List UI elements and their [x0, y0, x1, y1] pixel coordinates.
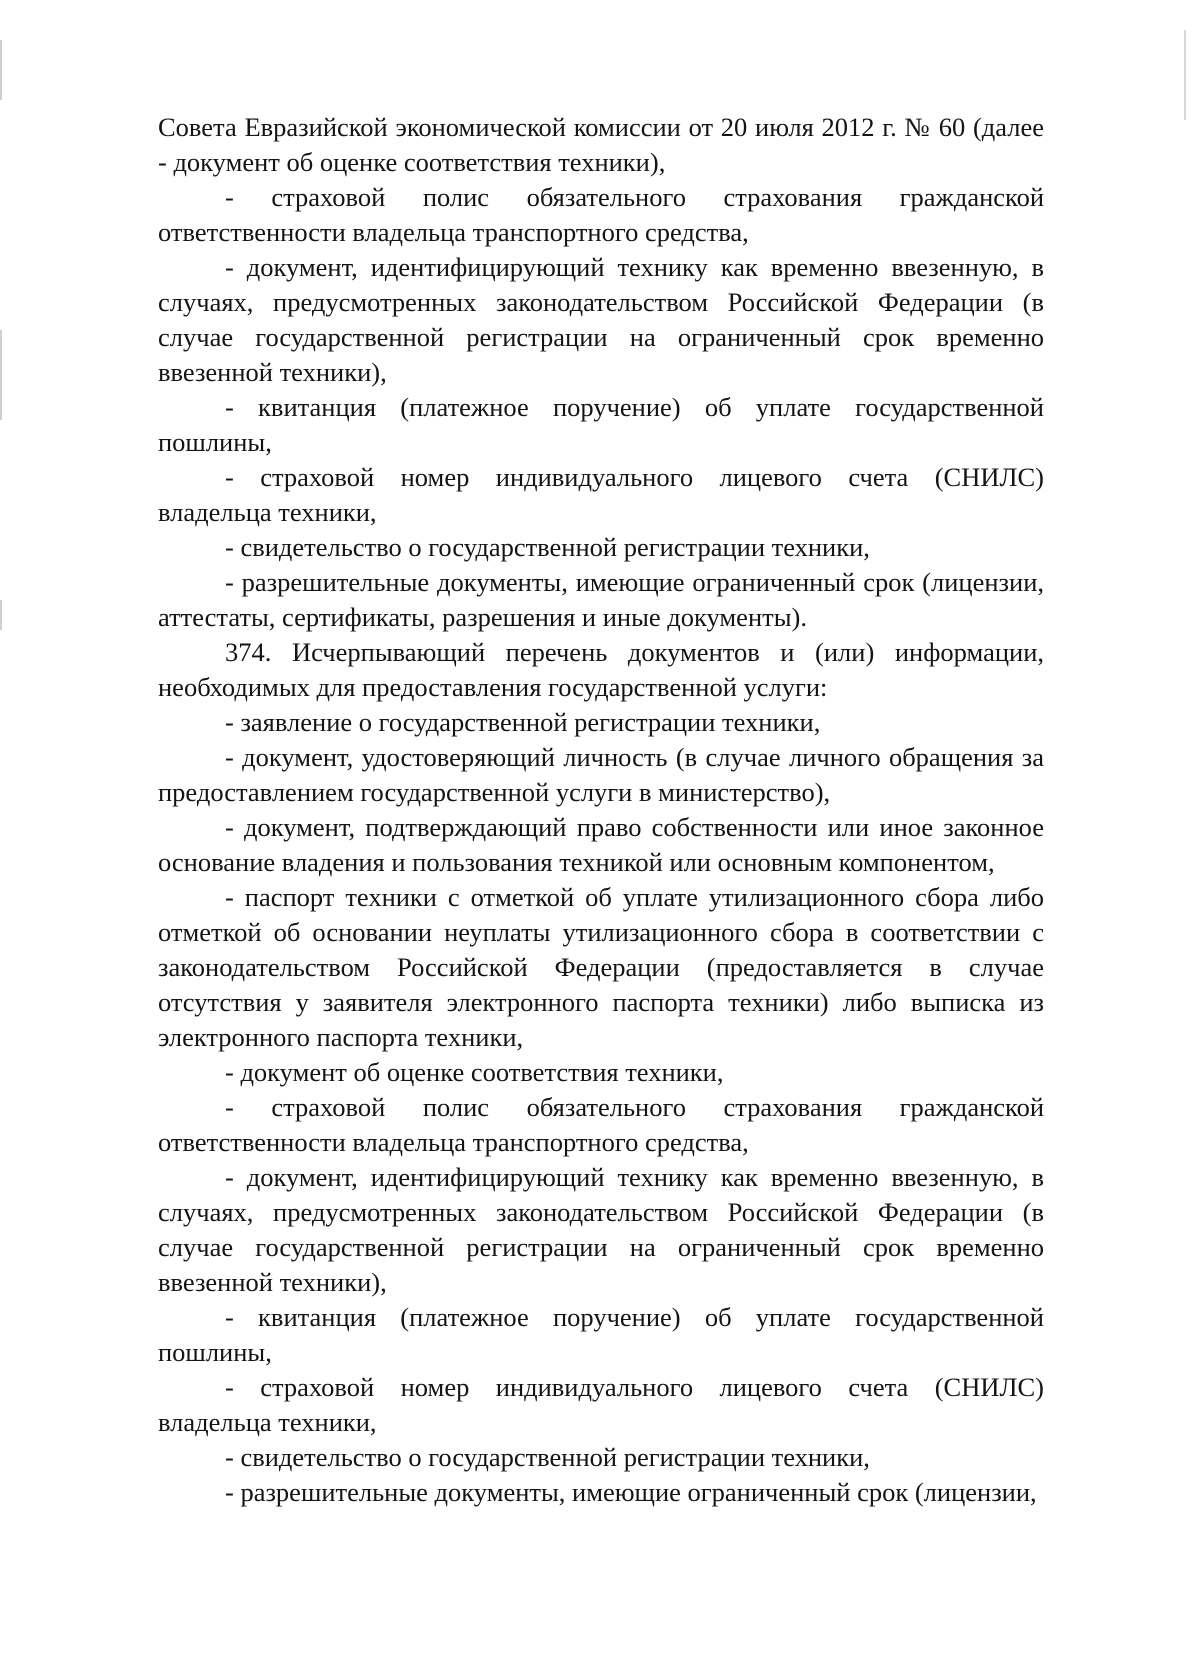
list-item: - документ, удостоверяющий личность (в случае личного обращения за предоставлением государственной услуги в министерство), [158, 742, 1044, 807]
list-item: - разрешительные документы, имеющие ограниченный срок (лицензии, [225, 1477, 1037, 1507]
list-item: - заявление о государственной регистрации техники, [225, 707, 821, 737]
scan-edge-mark [0, 40, 2, 100]
scan-edge-mark [0, 600, 2, 630]
list-item: - страховой номер индивидуального лицевого счета (СНИЛС) владельца техники, [158, 462, 1044, 527]
list-item: - документ, идентифицирующий технику как временно ввезенную, в случаях, предусмотренных законодательством Российской Федерации (в случае государственной регистрации на ограниченный срок временно ввезенной техники), [158, 252, 1044, 387]
document-body [158, 110, 1044, 1510]
list-item: - паспорт техники с отметкой об уплате утилизационного сбора либо отметкой об основании неуплаты утилизационного сбора в соответствии с законодательством Российской Федерации (предоставляется в случае отсутствия у заявителя электронного паспорта техники) либо выписка из электронного паспорта техники, [158, 882, 1044, 1052]
list-item: - квитанция (платежное поручение) об уплате государственной пошлины, [158, 392, 1044, 457]
list-item: - документ, идентифицирующий технику как временно ввезенную, в случаях, предусмотренных законодательством Российской Федерации (в случае государственной регистрации на ограниченный срок временно ввезенной техники), [158, 1162, 1044, 1297]
scan-edge-mark [1184, 30, 1186, 120]
list-item: - страховой полис обязательного страхования гражданской ответственности владельца транспортного средства, [158, 182, 1044, 247]
list-item: - свидетельство о государственной регистрации техники, [225, 532, 870, 562]
list-item: - свидетельство о государственной регистрации техники, [225, 1442, 870, 1472]
list-item: - разрешительные документы, имеющие ограниченный срок (лицензии, аттестаты, сертификаты, разрешения и иные документы). [158, 567, 1044, 632]
numbered-paragraph: 374. Исчерпывающий перечень документов и (или) информации, необходимых для предоставления государственной услуги: [158, 637, 1044, 702]
list-item: - страховой номер индивидуального лицевого счета (СНИЛС) владельца техники, [158, 1372, 1044, 1437]
list-item: - документ об оценке соответствия техники, [225, 1057, 724, 1087]
paragraph: Совета Евразийской экономической комиссии от 20 июля 2012 г. № 60 (далее - документ об оценке соответствия техники), [158, 112, 1044, 177]
list-item: - документ, подтверждающий право собственности или иное законное основание владения и пользования техникой или основным компонентом, [158, 812, 1044, 877]
scan-edge-mark [0, 330, 2, 420]
list-item: - страховой полис обязательного страхования гражданской ответственности владельца транспортного средства, [158, 1092, 1044, 1157]
list-item: - квитанция (платежное поручение) об уплате государственной пошлины, [158, 1302, 1044, 1367]
